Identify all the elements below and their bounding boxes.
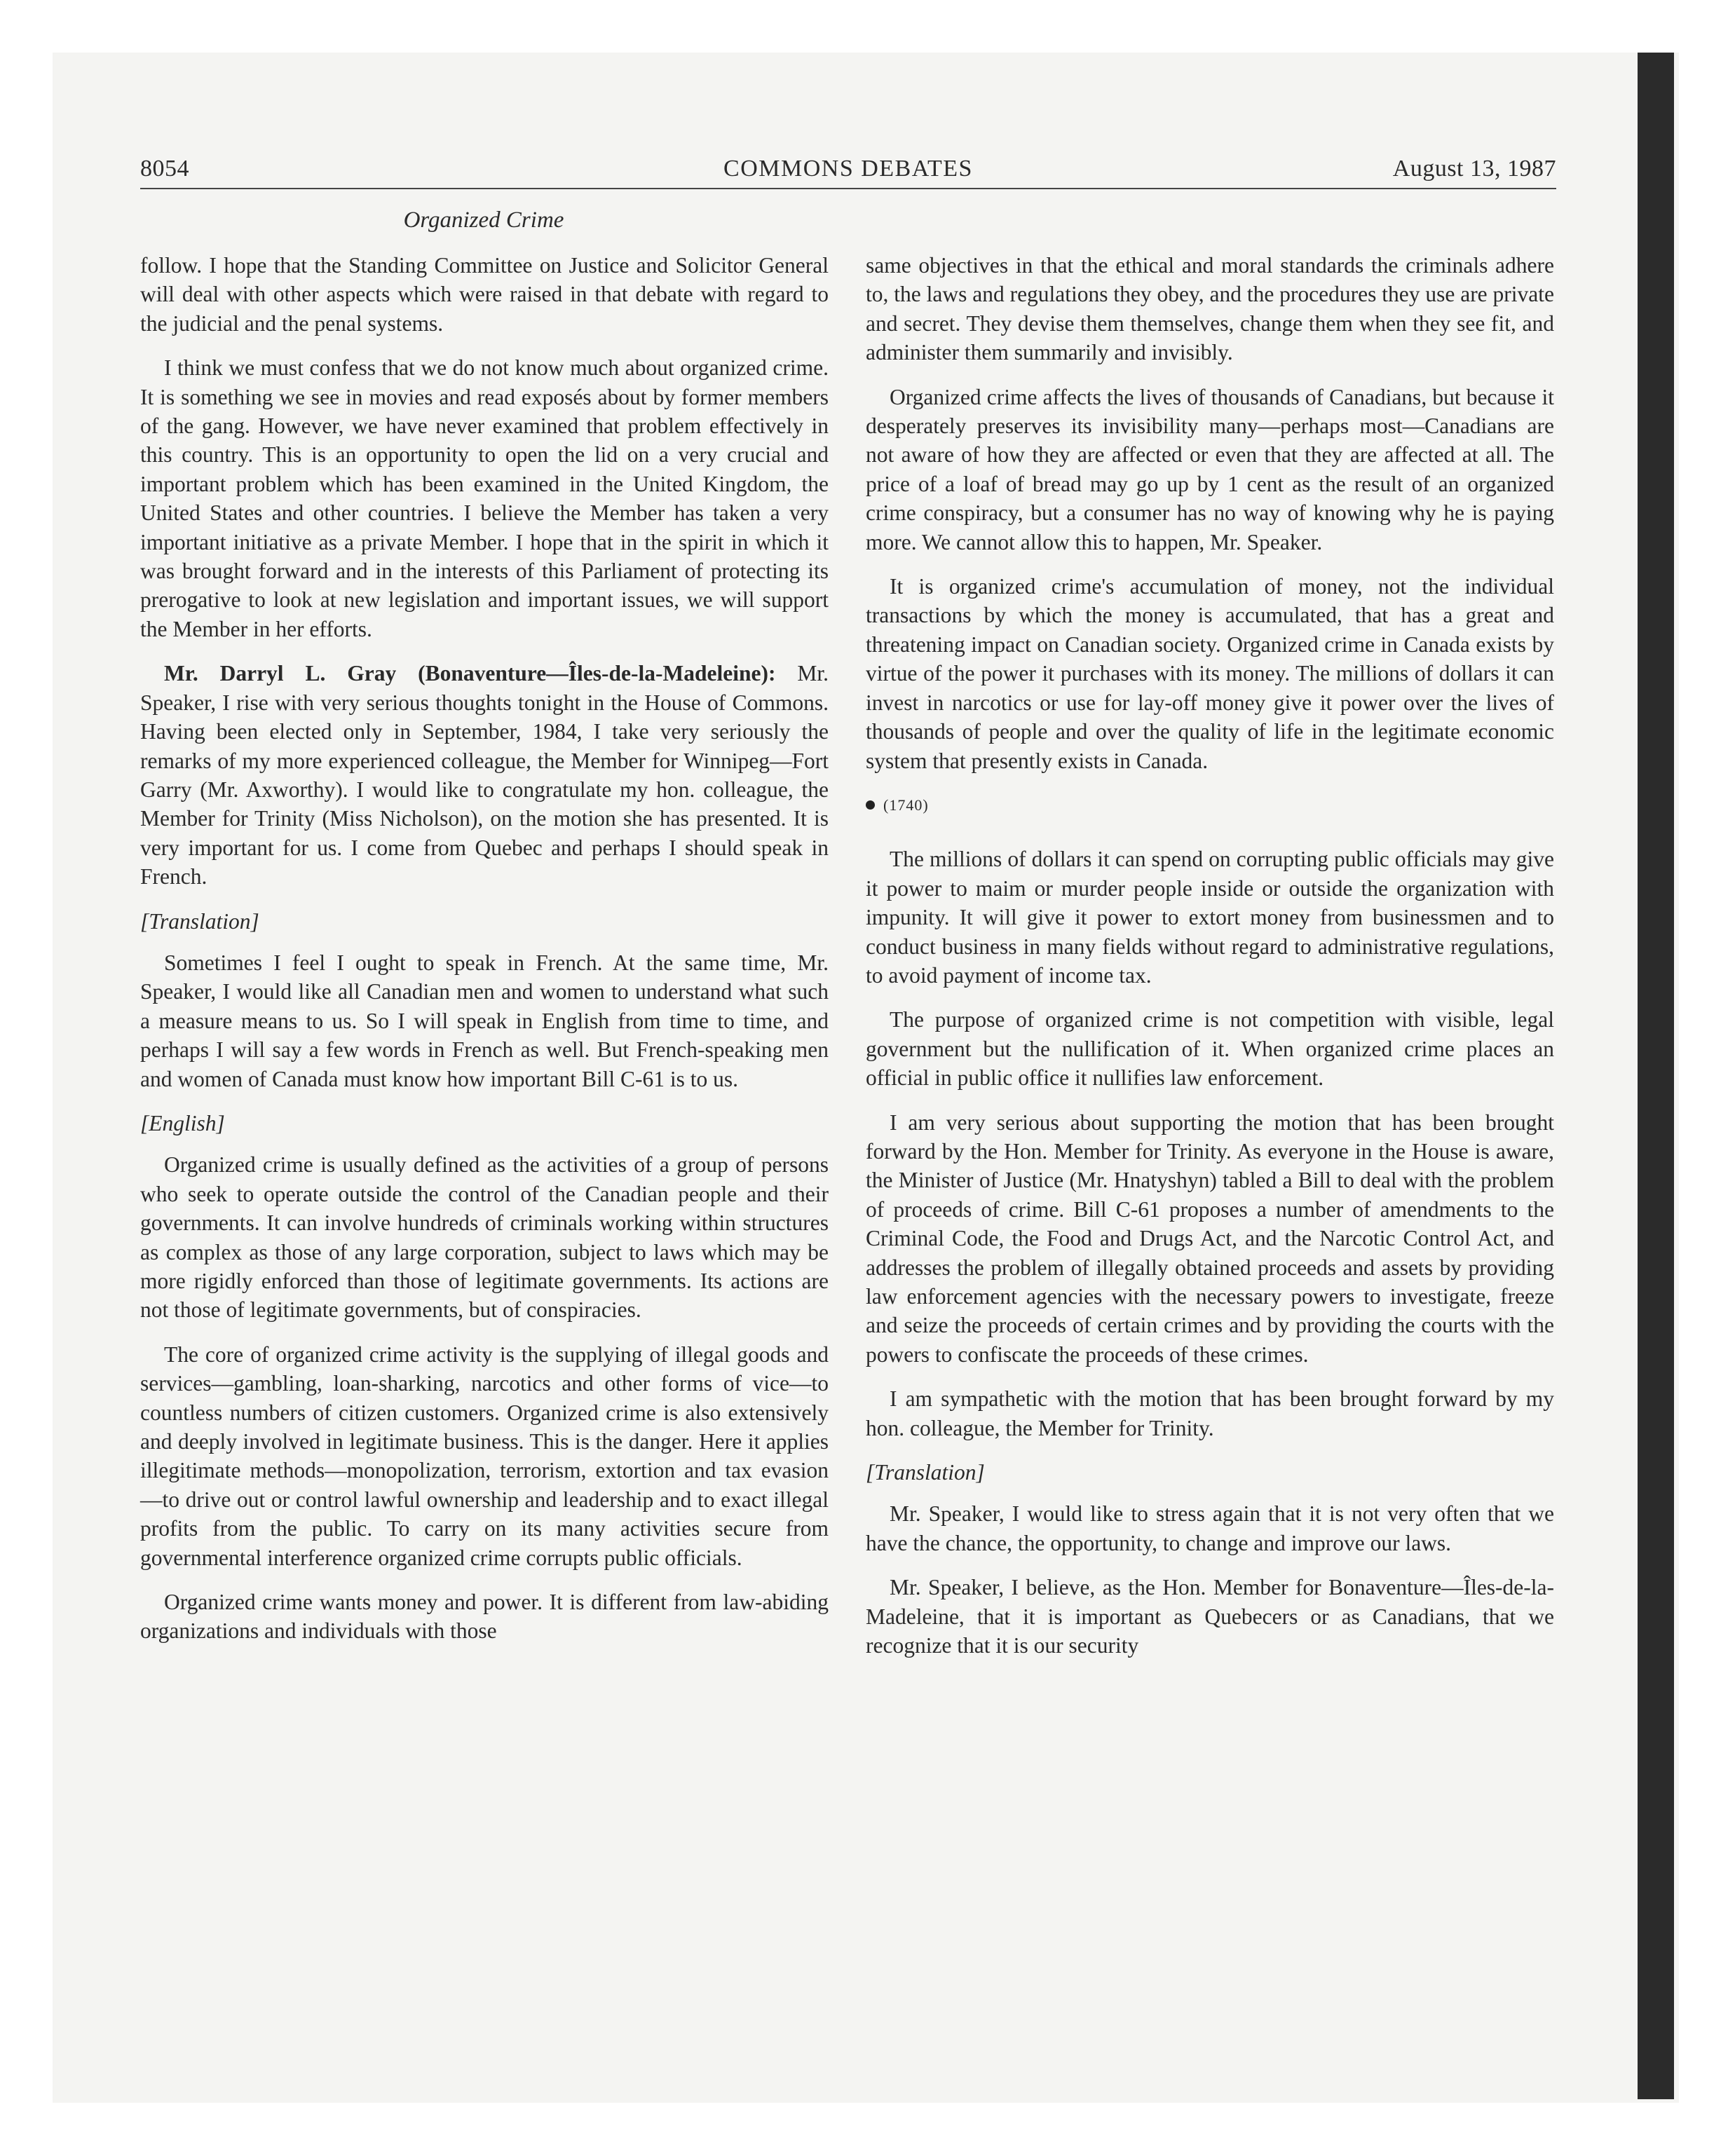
scan-edge-bar [1638,53,1674,2099]
paragraph: Mr. Speaker, I believe, as the Hon. Member for Bonaventure—Îles-de-la-Madeleine, that it is important as Quebecers or as Canadians, that we recognize that it is our security [866,1575,1554,1658]
speech-paragraph [140,659,829,891]
right-column [866,251,1554,1675]
paragraph: Organized crime is usually defined as the activities of a group of persons who seek to operate outside the control of the Canadian people and their governments. It can involve hundreds of criminals working within structures as complex as those of any large corporation, subject to laws which may be more rigidly enforced than those of legitimate governments. Its actions are not those of legitimate governments, but of conspiracies. [140,1152,829,1323]
publication-title: COMMONS DEBATES [723,156,973,182]
publication-date: August 13, 1987 [1392,156,1556,182]
language-tag: [Translation] [866,1460,985,1485]
speaker-name: Mr. Darryl L. Gray (Bonaventure—Îles-de-la-Madeleine): [164,661,776,686]
paragraph: Organized crime affects the lives of thousands of Canadians, but because it desperately preserves its invisibility many—perhaps most—Canadians are not aware of how they are affected or even that they are affected at all. The price of a loaf of bread may go up by 1 cent as the result of an organized crime conspiracy, but a consumer has no way of knowing why he is paying more. We cannot allow this to happen, Mr. Speaker. [866,384,1554,554]
paragraph: follow. I hope that the Standing Committee on Justice and Solicitor General will deal with other aspects which were raised in that debate with regard to the judicial and the penal systems. [140,253,829,336]
paragraph: It is organized crime's accumulation of money, not the individual transactions by which the money is accumulated, that has a great and threatening impact on Canadian society. Organized crime in Canada exists by virtue of the power it purchases with its money. The millions of dollars it can invest in narcotics or use for lay-off money give it power over the lives of thousands of people and over the quality of life in the legitimate economic system that presently exists in Canada. [866,574,1554,773]
left-column [140,251,829,1661]
speech-text: Mr. Speaker, I rise with very serious thoughts tonight in the House of Commons. Having been elected only in September, 1984, I take very seriously the remarks of my more experienced colleague, the Member for Winnipeg—Fort Garry (Mr. Axworthy). I would like to congratulate my hon. colleague, the Member for Trinity (Miss Nicholson), on the motion she has presented. It is very important for us. I come from Quebec and perhaps I should speak in French. [140,661,829,889]
paragraph: Sometimes I feel I ought to speak in French. At the same time, Mr. Speaker, I would like all Canadian men and women to understand what such a measure means to us. So I will speak in English from time to time, and perhaps I will say a few words in French as well. But French-speaking men and women of Canada must know how important Bill C-61 is to us. [140,950,829,1091]
paragraph: I am very serious about supporting the motion that has been brought forward by the Hon. Member for Trinity. As everyone in the House is aware, the Minister of Justice (Mr. Hnatyshyn) tabled a Bill to deal with the problem of proceeds of crime. Bill C-61 proposes a number of amendments to the Criminal Code, the Food and Drugs Act, and the Narcotic Control Act, and addresses the problem of illegally obtained proceeds and assets by providing law enforcement agencies with the necessary powers to investigate, freeze and seize the proceeds of certain crimes and by providing the courts with the powers to confiscate the proceeds of these crimes. [866,1110,1554,1367]
bullet-icon [866,800,875,810]
header-rule [140,188,1556,189]
paragraph: The core of organized crime activity is the supplying of illegal goods and services—gambling, loan-sharking, narcotics and other forms of vice—to countless numbers of citizen customers. Organized crime is also extensively and deeply involved in legitimate business. This is the danger. Here it applies illegitimate methods—monopolization, terrorism, extortion and tax evasion—to drive out or control lawful ownership and leadership and to exact illegal profits from the public. To carry on its many activities secure from governmental interference organized crime corrupts public officials. [140,1342,829,1570]
running-head: Organized Crime [403,207,564,233]
language-tag: [English] [140,1110,225,1135]
paragraph: I think we must confess that we do not know much about organized crime. It is something we see in movies and read exposés about by former members of the gang. However, we have never examined that problem effectively in this country. This is an opportunity to open the lid on a very crucial and important problem which has been examined in the United Kingdom, the United States and other countries. I believe the Member has taken a very important initiative as a private Member. I hope that in the spirit in which it was brought forward and in the interests of this Parliament of protecting its prerogative to look at new legislation and important issues, we will support the Member in her efforts. [140,355,829,641]
paragraph: The millions of dollars it can spend on corrupting public officials may give it power to maim or murder people inside or outside the organization with impunity. It will give it power to extort money from businessmen and to conduct business in many fields without regard to administrative regulations, to avoid payment of income tax. [866,847,1554,988]
page-number: 8054 [140,156,189,182]
paragraph: Organized crime wants money and power. It is different from law-abiding organizations and individuals with those [140,1590,829,1644]
time-stamp-label: (1740) [883,796,929,814]
paragraph: I am sympathetic with the motion that has been brought forward by my hon. colleague, the Member for Trinity. [866,1386,1554,1440]
paragraph: same objectives in that the ethical and moral standards the criminals adhere to, the laws and regulations they obey, and the procedures they use are private and secret. They devise them themselves, change them when they see fit, and administer them summarily and invisibly. [866,253,1554,365]
page-header [140,156,1556,191]
time-stamp [866,791,1554,819]
paragraph: Mr. Speaker, I would like to stress again that it is not very often that we have the chance, the opportunity, to change and improve our laws. [866,1501,1554,1555]
language-tag: [Translation] [140,908,259,934]
paragraph: The purpose of organized crime is not competition with visible, legal government but the nullification of it. When organized crime places an official in public office it nullifies law enforcement. [866,1007,1554,1091]
